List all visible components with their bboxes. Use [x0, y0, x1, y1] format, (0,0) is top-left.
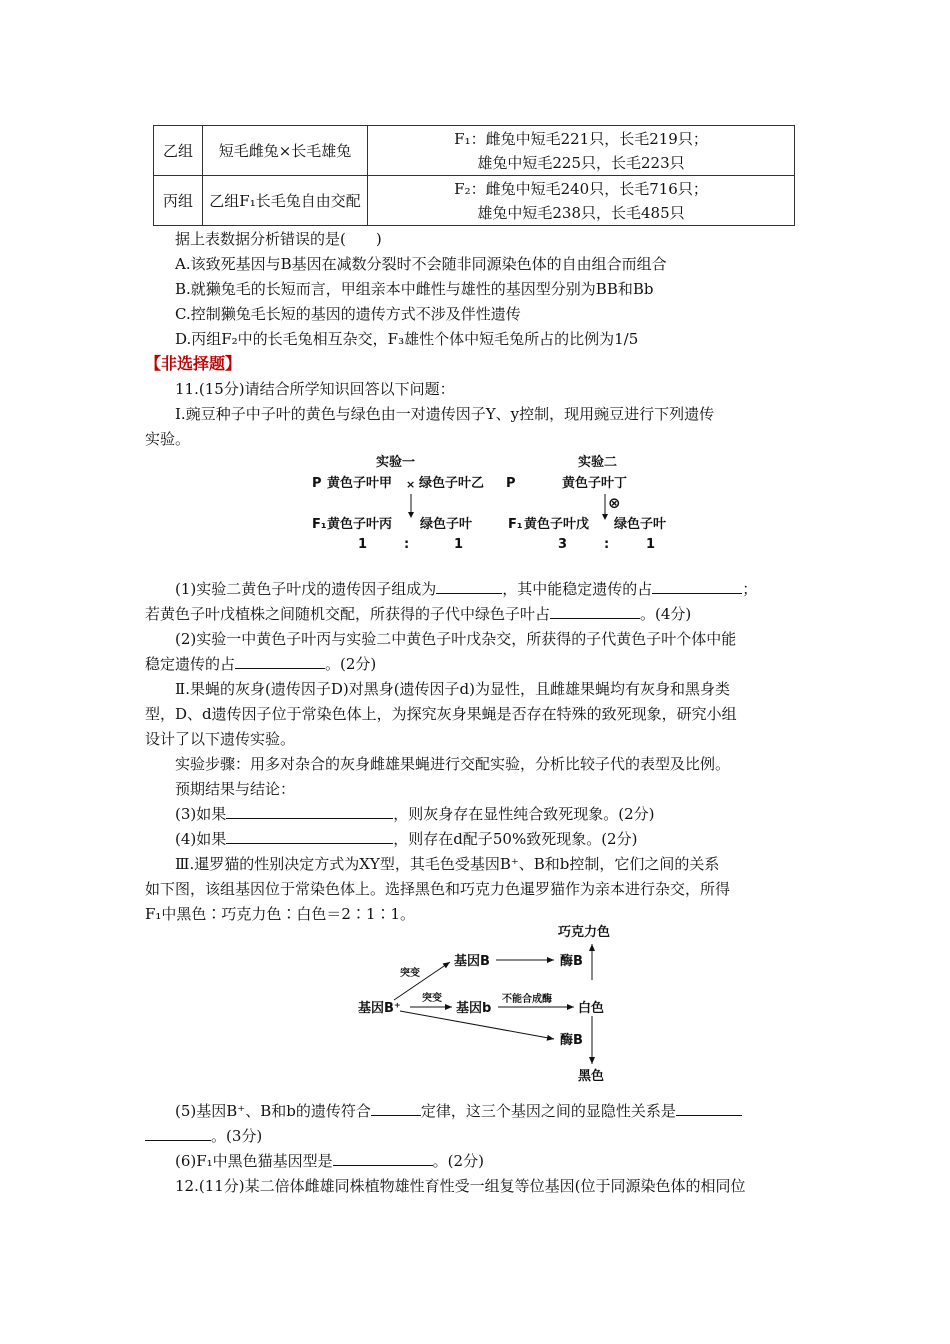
mutation-label: 突变 [400, 968, 420, 979]
q10-option-b: B.就獭兔毛的长短而言，甲组亲本中雌性与雄性的基因型分别为BB和Bb [175, 280, 654, 298]
result-line: 雄兔中短毛225只，长毛223只 [477, 153, 685, 172]
exp2-parent: 黄色子叶丁 [562, 476, 628, 491]
q11-sub1-text-d: 若黄色子叶戊植株之间随机交配，所获得的子代中绿色子叶占 [145, 605, 551, 623]
answer-blank[interactable] [652, 578, 742, 594]
q11-sub4-text-b: ，则存在d配子50%致死现象。(2分) [393, 830, 638, 848]
q11-part1-line: Ⅰ.豌豆种子中子叶的黄色与绿色由一对遗传因子Y、y控制，现用豌豆进行下列遗传 [175, 405, 715, 423]
answer-blank[interactable] [226, 803, 393, 819]
gene-bplus-label: 基因B⁺ [358, 1001, 401, 1016]
q11-part2-line: Ⅱ.果蝇的灰身(遗传因子D)对黑身(遗传因子d)为显性，且雌雄果蝇均有灰身和黑身类 [175, 680, 731, 698]
exp2-f1-label: F₁ [508, 517, 523, 532]
pea-experiment-diagram [300, 450, 700, 560]
gene-pathway-diagram [350, 918, 630, 1088]
answer-blank[interactable] [226, 828, 393, 844]
q11-sub6-text-b: 。(2分) [432, 1152, 484, 1170]
q11-sub4 [145, 827, 845, 851]
exp2-title: 实验二 [578, 455, 618, 470]
q11-sub3 [145, 802, 845, 826]
table-cell-result [368, 176, 795, 226]
exp2-p-label: P [506, 476, 516, 491]
exp2-ratio-colon: : [604, 537, 610, 552]
exp1-child2: 绿色子叶 [420, 517, 473, 532]
table-cell-group: 丙组 [154, 176, 203, 226]
exp1-f1-label: F₁ [312, 517, 327, 532]
q11-sub5-text-c: 。(3分) [211, 1127, 263, 1145]
exp1-cross-sign: × [406, 478, 416, 491]
chocolate-color-label: 巧克力色 [558, 925, 611, 940]
result-line: 雄兔中短毛238只，长毛485只 [477, 203, 685, 222]
exp2-child2: 绿色子叶 [614, 517, 667, 532]
q11-sub5-text-a: (5)基因B⁺、B和b的遗传符合 [175, 1102, 371, 1120]
exp2-child1: 黄色子叶戊 [524, 517, 590, 532]
result-line: F₁：雌兔中短毛221只，长毛219只； [454, 129, 708, 148]
q11-sub1-text-c: ； [742, 580, 758, 598]
q11-sub1-line1 [145, 577, 845, 601]
result-line: F₂：雌兔中短毛240只，长毛716只； [454, 179, 708, 198]
q11-part3-line: F₁中黑色∶巧克力色∶白色＝2∶1∶1。 [145, 905, 416, 923]
q11-sub3-text-a: (3)如果 [175, 805, 227, 823]
q11-part3-line: 如下图，该组基因位于常染色体上。选择黑色和巧克力色暹罗猫作为亲本进行杂交，所得 [145, 880, 731, 898]
q11-sub5-line2 [145, 1124, 815, 1148]
table-row [154, 176, 795, 226]
q11-steps: 实验步骤：用多对杂合的灰身雌雄果蝇进行交配实验，分析比较子代的表型及比例。 [175, 755, 731, 773]
table-cell-cross: 短毛雌兔×长毛雄兔 [203, 126, 368, 176]
exp1-parent2: 绿色子叶乙 [419, 476, 485, 491]
exp1-ratio-1: 1 [358, 537, 368, 552]
q11-sub2-text-b: 稳定遗传的占 [145, 655, 236, 673]
q11-sub5-line1 [145, 1099, 845, 1123]
q11-expect: 预期结果与结论： [175, 780, 296, 798]
q11-sub2-line2 [145, 652, 815, 676]
enzyme-b-label: 酶B [560, 954, 583, 969]
mutation-label: 突变 [422, 993, 442, 1004]
enzyme-b-label: 酶B [560, 1033, 583, 1048]
black-color-label: 黑色 [578, 1069, 605, 1084]
q11-sub6 [145, 1149, 845, 1173]
exp1-ratio-colon: : [404, 537, 410, 552]
q10-option-d: D.丙组F₂中的长毛兔相互杂交，F₃雄性个体中短毛兔所占的比例为1/5 [175, 330, 639, 348]
answer-blank[interactable] [550, 603, 640, 619]
q10-option-c: C.控制獭兔毛长短的基因的遗传方式不涉及伴性遗传 [175, 305, 521, 323]
table-row [154, 126, 795, 176]
q11-part3-line: Ⅲ.暹罗猫的性别决定方式为XY型，其毛色受基因B⁺、B和b控制，它们之间的关系 [175, 855, 720, 873]
exp2-ratio-3: 3 [558, 537, 568, 552]
table-cell-result [368, 126, 795, 176]
q10-stem: 据上表数据分析错误的是( ) [175, 230, 382, 248]
q10-option-a: A.该致死基因与B基因在减数分裂时不会随非同源染色体的自由组合而组合 [175, 255, 667, 273]
exp1-child1: 黄色子叶丙 [327, 517, 393, 532]
gene-small-b-label: 基因b [456, 1001, 492, 1016]
q11-sub2-text-c: 。(2分) [325, 655, 377, 673]
q11-sub6-text-a: (6)F₁中黑色猫基因型是 [175, 1152, 333, 1170]
table-cell-cross: 乙组F₁长毛兔自由交配 [203, 176, 368, 226]
gene-b-label: 基因B [454, 954, 490, 969]
answer-blank[interactable] [145, 1125, 211, 1141]
q11-sub1-text-a: (1)实验二黄色子叶戊的遗传因子组成为 [175, 580, 437, 598]
q11-sub3-text-b: ，则灰身存在显性纯合致死现象。(2分) [393, 805, 655, 823]
answer-blank[interactable] [333, 1150, 433, 1166]
answer-blank[interactable] [235, 653, 325, 669]
q11-sub1-text-e: 。(4分) [640, 605, 692, 623]
q11-sub1-line2 [145, 602, 815, 626]
answer-blank[interactable] [371, 1100, 421, 1116]
data-table [153, 125, 795, 226]
exp1-parent1: 黄色子叶甲 [327, 476, 393, 491]
q11-intro: 11.(15分)请结合所学知识回答以下问题： [175, 380, 455, 398]
white-color-label: 白色 [578, 1001, 605, 1016]
q11-sub4-text-a: (4)如果 [175, 830, 227, 848]
q12-intro: 12.(11分)某二倍体雌雄同株植物雄性育性受一组复等位基因(位于同源染色体的相同位 [175, 1177, 746, 1195]
section-title: 【非选择题】 [145, 354, 242, 373]
no-enzyme-label: 不能合成酶 [502, 994, 552, 1005]
exp2-selfing-symbol: ⊗ [608, 494, 621, 512]
exp1-arrow [408, 494, 414, 518]
answer-blank[interactable] [676, 1100, 742, 1116]
exp1-p-label: P [312, 476, 322, 491]
answer-blank[interactable] [436, 578, 502, 594]
q11-part2-line: 型，D、d遗传因子位于常染色体上，为探究灰身果蝇是否存在特殊的致死现象，研究小组 [145, 705, 737, 723]
q11-part1-line: 实验。 [145, 430, 191, 448]
table-cell-group: 乙组 [154, 126, 203, 176]
exp2-ratio-1: 1 [646, 537, 656, 552]
exp1-ratio-2: 1 [454, 537, 464, 552]
exp1-title: 实验一 [376, 455, 416, 470]
q11-sub2-line1: (2)实验一中黄色子叶丙与实验二中黄色子叶戊杂交，所获得的子代黄色子叶个体中能 [175, 630, 737, 648]
q11-sub1-text-b: ，其中能稳定遗传的占 [502, 580, 653, 598]
q11-part2-line: 设计了以下遗传实验。 [145, 730, 296, 748]
q11-sub5-text-b: 定律，这三个基因之间的显隐性关系是 [420, 1102, 676, 1120]
